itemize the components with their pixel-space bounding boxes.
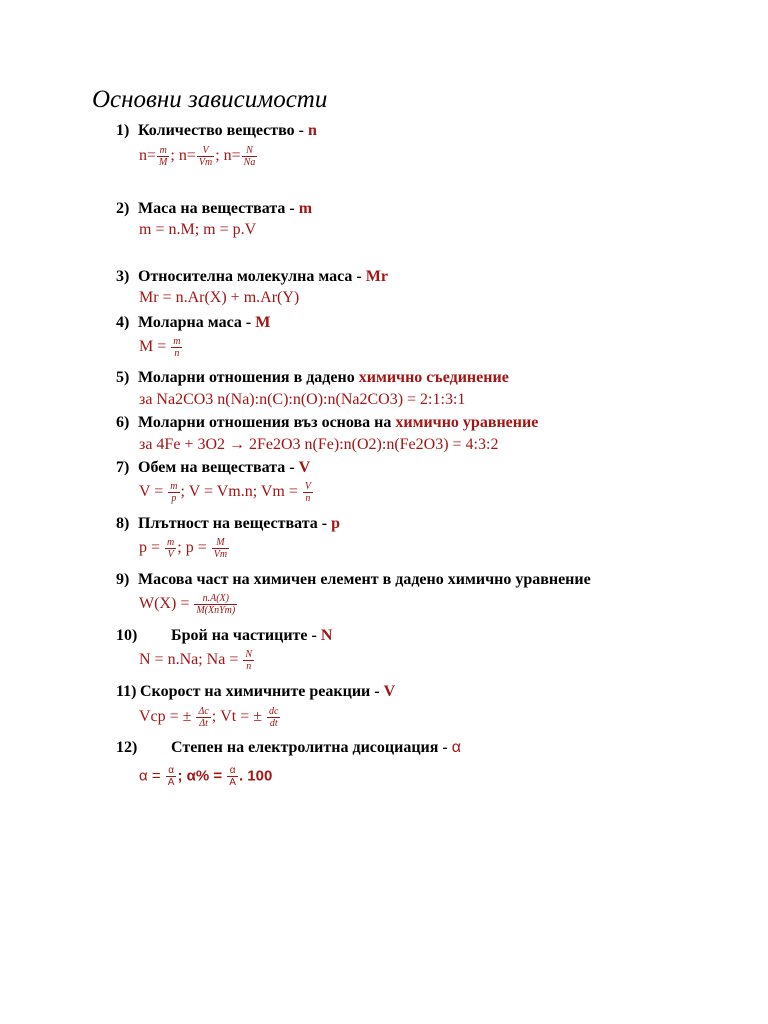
formula-11: Vср = ± $\frac{\Delta c}{\Delta t}$ ; Vt = ± $\frac{dc}{dt}$ bbox=[139, 706, 279, 729]
formula-4: M = $\frac{m}{n}$ bbox=[139, 336, 181, 359]
list-item: 9) Масова част на химичен елемент в дадено химично уравнение bbox=[116, 571, 591, 588]
formula-3: Mr = n.Ar(X) + m.Ar(Y) bbox=[139, 289, 300, 306]
formula-6: за 4Fe + 3O2 → 2Fe2O3 n(Fe):n(O2):n(Fe2O3) = 4:3:2 bbox=[139, 436, 499, 453]
item-number: 1) bbox=[116, 122, 130, 139]
formula-8: p = $\frac{m}{V}$ ; p = $\frac{M}{Vm}$ bbox=[139, 537, 228, 560]
list-item: 4) Моларна маса - M bbox=[116, 314, 271, 331]
page-title: Основни зависимости bbox=[92, 86, 328, 113]
formula-5: за Na2CO3 n(Na):n(C):n(O):n(Na2CO3) = 2:1:3:1 bbox=[139, 391, 466, 408]
formula-7: V = $\frac{m}{p}$ ; V = Vm.n; Vm = $\frac{V}{n}$ bbox=[139, 481, 311, 504]
formula-12: α = $\frac{\alpha}{A}$ ; α% = $\frac{\alpha}{A}$ . 100 bbox=[139, 765, 273, 788]
list-item: 7) Обем на веществата - V bbox=[116, 459, 311, 476]
list-item: 2) Маса на веществата - m bbox=[116, 200, 313, 217]
formula-10: N = n.Na; Na = $\frac{N}{n}$ bbox=[139, 649, 253, 672]
formula-9: W(X) = $\frac{n.A(X)}{\text{M(XnYm)}}$ bbox=[139, 593, 236, 616]
list-item bbox=[116, 121, 317, 141]
list-item: 5) Моларни отношения в дадено химично съединение bbox=[116, 369, 509, 386]
item-symbol: n bbox=[307, 122, 317, 139]
list-item: 11) Скорост на химичните реакции - V bbox=[116, 683, 396, 700]
list-item: 12) Степен на електролитна дисоциация - α bbox=[116, 739, 461, 756]
formula-2: m = n.M; m = p.V bbox=[139, 221, 257, 238]
list-item: 6) Моларни отношения въз основа на химично уравнение bbox=[116, 414, 539, 431]
list-item: 3) Относителна молекулна маса - Mr bbox=[116, 268, 388, 285]
formula-1: n= $\frac{m}{M}$ ; n= $\frac{V}{Vm}$ ; n= $\frac{N}{Na}$ bbox=[139, 145, 256, 168]
list-item: 8) Плътност на веществата - p bbox=[116, 515, 341, 532]
item-label: Количество вещество - bbox=[138, 122, 308, 139]
list-item: 10) Брой на частиците - N bbox=[116, 627, 333, 644]
